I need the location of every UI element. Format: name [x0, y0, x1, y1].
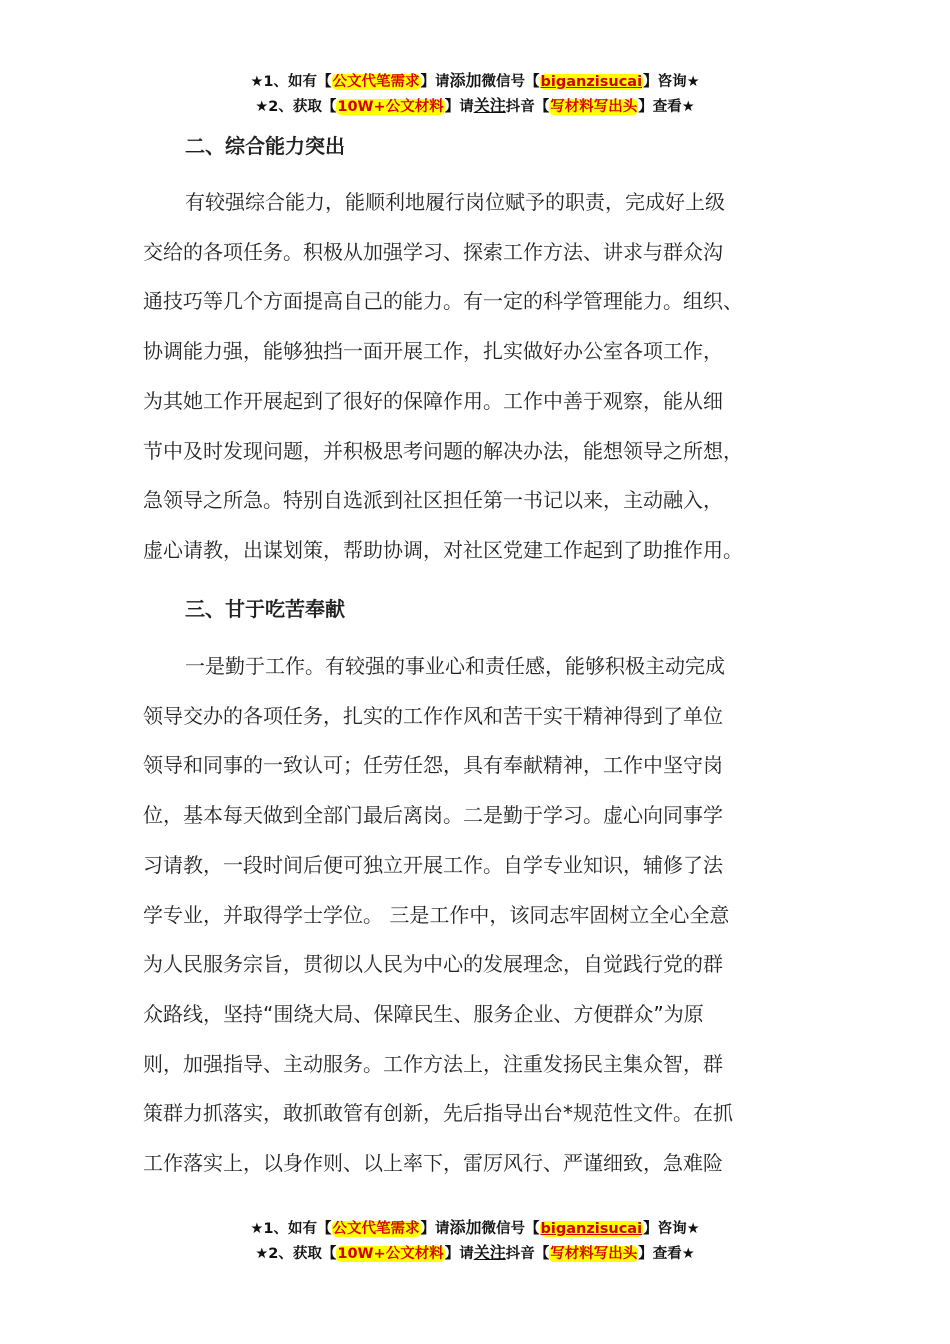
promo-text: 】请: [420, 74, 450, 90]
paragraph-line: 领导和同事的一致认可；任劳任怨，具有奉献精神，工作中坚守岗: [143, 753, 723, 778]
paragraph-line: 策群力抓落实，敢抓敢管有创新，先后指导出台*规范性文件。在抓: [143, 1101, 733, 1126]
promo-banner-top: [0, 69, 950, 119]
paragraph-line: 节中及时发现问题，并积极思考问题的解决办法，能想领导之所想，: [143, 438, 743, 463]
paragraph-line: 众路线，坚持“围绕大局、保障民生、服务企业、方便群众”为原: [143, 1001, 704, 1026]
highlight-materials: 10W+公文材料: [337, 99, 444, 115]
paragraph-line: 通技巧等几个方面提高自己的能力。有一定的科学管理能力。组织、: [143, 289, 743, 314]
paragraph-line: 为人民服务宗旨，贯彻以人民为中心的发展理念，自觉践行党的群: [143, 952, 723, 977]
promo-text: 】咨询★: [643, 1221, 700, 1237]
paragraph: [143, 642, 833, 1189]
emphasis-text: 关注: [473, 1243, 506, 1262]
promo-text: 抖音【: [505, 1246, 550, 1262]
wechat-id-link[interactable]: biganzisucai: [540, 74, 643, 90]
promo-text: 】请: [420, 1221, 450, 1237]
paragraph-line: 虚心请教，出谋划策，帮助协调，对社区党建工作起到了助推作用。: [143, 537, 743, 562]
promo-text: 】咨询★: [643, 74, 700, 90]
promo-text: 】请: [444, 99, 474, 115]
paragraph-line: 有较强综合能力，能顺利地履行岗位赋予的职责，完成好上级: [185, 190, 725, 214]
section-heading: 三、甘于吃苦奉献: [185, 597, 345, 621]
wechat-id-link[interactable]: biganzisucai: [540, 1221, 643, 1237]
paragraph-line: 领导交办的各项任务，扎实的工作作风和苦干实干精神得到了单位: [143, 703, 723, 728]
promo-text: 抖音【: [505, 99, 550, 115]
promo-banner-bottom: [0, 1216, 950, 1266]
highlight-service: 公文代笔需求: [332, 1221, 420, 1237]
emphasis-text: 关注: [473, 96, 506, 115]
promo-line-2: [0, 1241, 950, 1266]
paragraph-line: 交给的各项任务。积极从加强学习、探索工作方法、讲求与群众沟: [143, 239, 723, 264]
paragraph-line: 为其她工作开展起到了很好的保障作用。工作中善于观察，能从细: [143, 388, 723, 413]
promo-line-2: [0, 94, 950, 119]
promo-text: ★1、如有【: [250, 1221, 332, 1237]
promo-text: 微信号【: [481, 74, 540, 90]
promo-text: 】查看★: [638, 99, 695, 115]
paragraph-line: 一是勤于工作。有较强的事业心和责任感，能够积极主动完成: [185, 654, 725, 678]
paragraph-line: 工作落实上，以身作则、以上率下，雷厉风行、严谨细致，急难险: [143, 1151, 723, 1176]
paragraph-line: 则，加强指导、主动服务。工作方法上，注重发扬民主集众智，群: [143, 1051, 723, 1076]
paragraph-line: 学专业，并取得学士学位。 三是工作中，该同志牢固树立全心全意: [143, 902, 730, 927]
douyin-account-highlight: 写材料写出头: [550, 99, 638, 115]
section-3: [143, 594, 833, 624]
emphasis-text: 添加: [449, 1218, 482, 1237]
paragraph-line: 急领导之所急。特别自选派到社区担任第一书记以来，主动融入，: [143, 488, 723, 513]
section-heading: 二、综合能力突出: [185, 134, 345, 158]
paragraph-line: 位，基本每天做到全部门最后离岗。二是勤于学习。虚心向同事学: [143, 803, 723, 828]
emphasis-text: 添加: [449, 71, 482, 90]
promo-line-1: [0, 1216, 950, 1241]
promo-text: ★2、获取【: [255, 1246, 337, 1262]
promo-text: ★2、获取【: [255, 99, 337, 115]
paragraph: [143, 178, 833, 576]
promo-text: 微信号【: [481, 1221, 540, 1237]
paragraph-line: 习请教，一段时间后便可独立开展工作。自学专业知识，辅修了法: [143, 852, 723, 877]
promo-text: 】查看★: [638, 1246, 695, 1262]
highlight-service: 公文代笔需求: [332, 74, 420, 90]
section-2: [143, 131, 833, 161]
highlight-materials: 10W+公文材料: [337, 1246, 444, 1262]
promo-text: 】请: [444, 1246, 474, 1262]
promo-text: ★1、如有【: [250, 74, 332, 90]
douyin-account-highlight: 写材料写出头: [550, 1246, 638, 1262]
section-3-body: [143, 642, 833, 1189]
promo-line-1: [0, 69, 950, 94]
section-2-body: [143, 178, 833, 576]
paragraph-line: 协调能力强，能够独挡一面开展工作，扎实做好办公室各项工作，: [143, 339, 723, 364]
